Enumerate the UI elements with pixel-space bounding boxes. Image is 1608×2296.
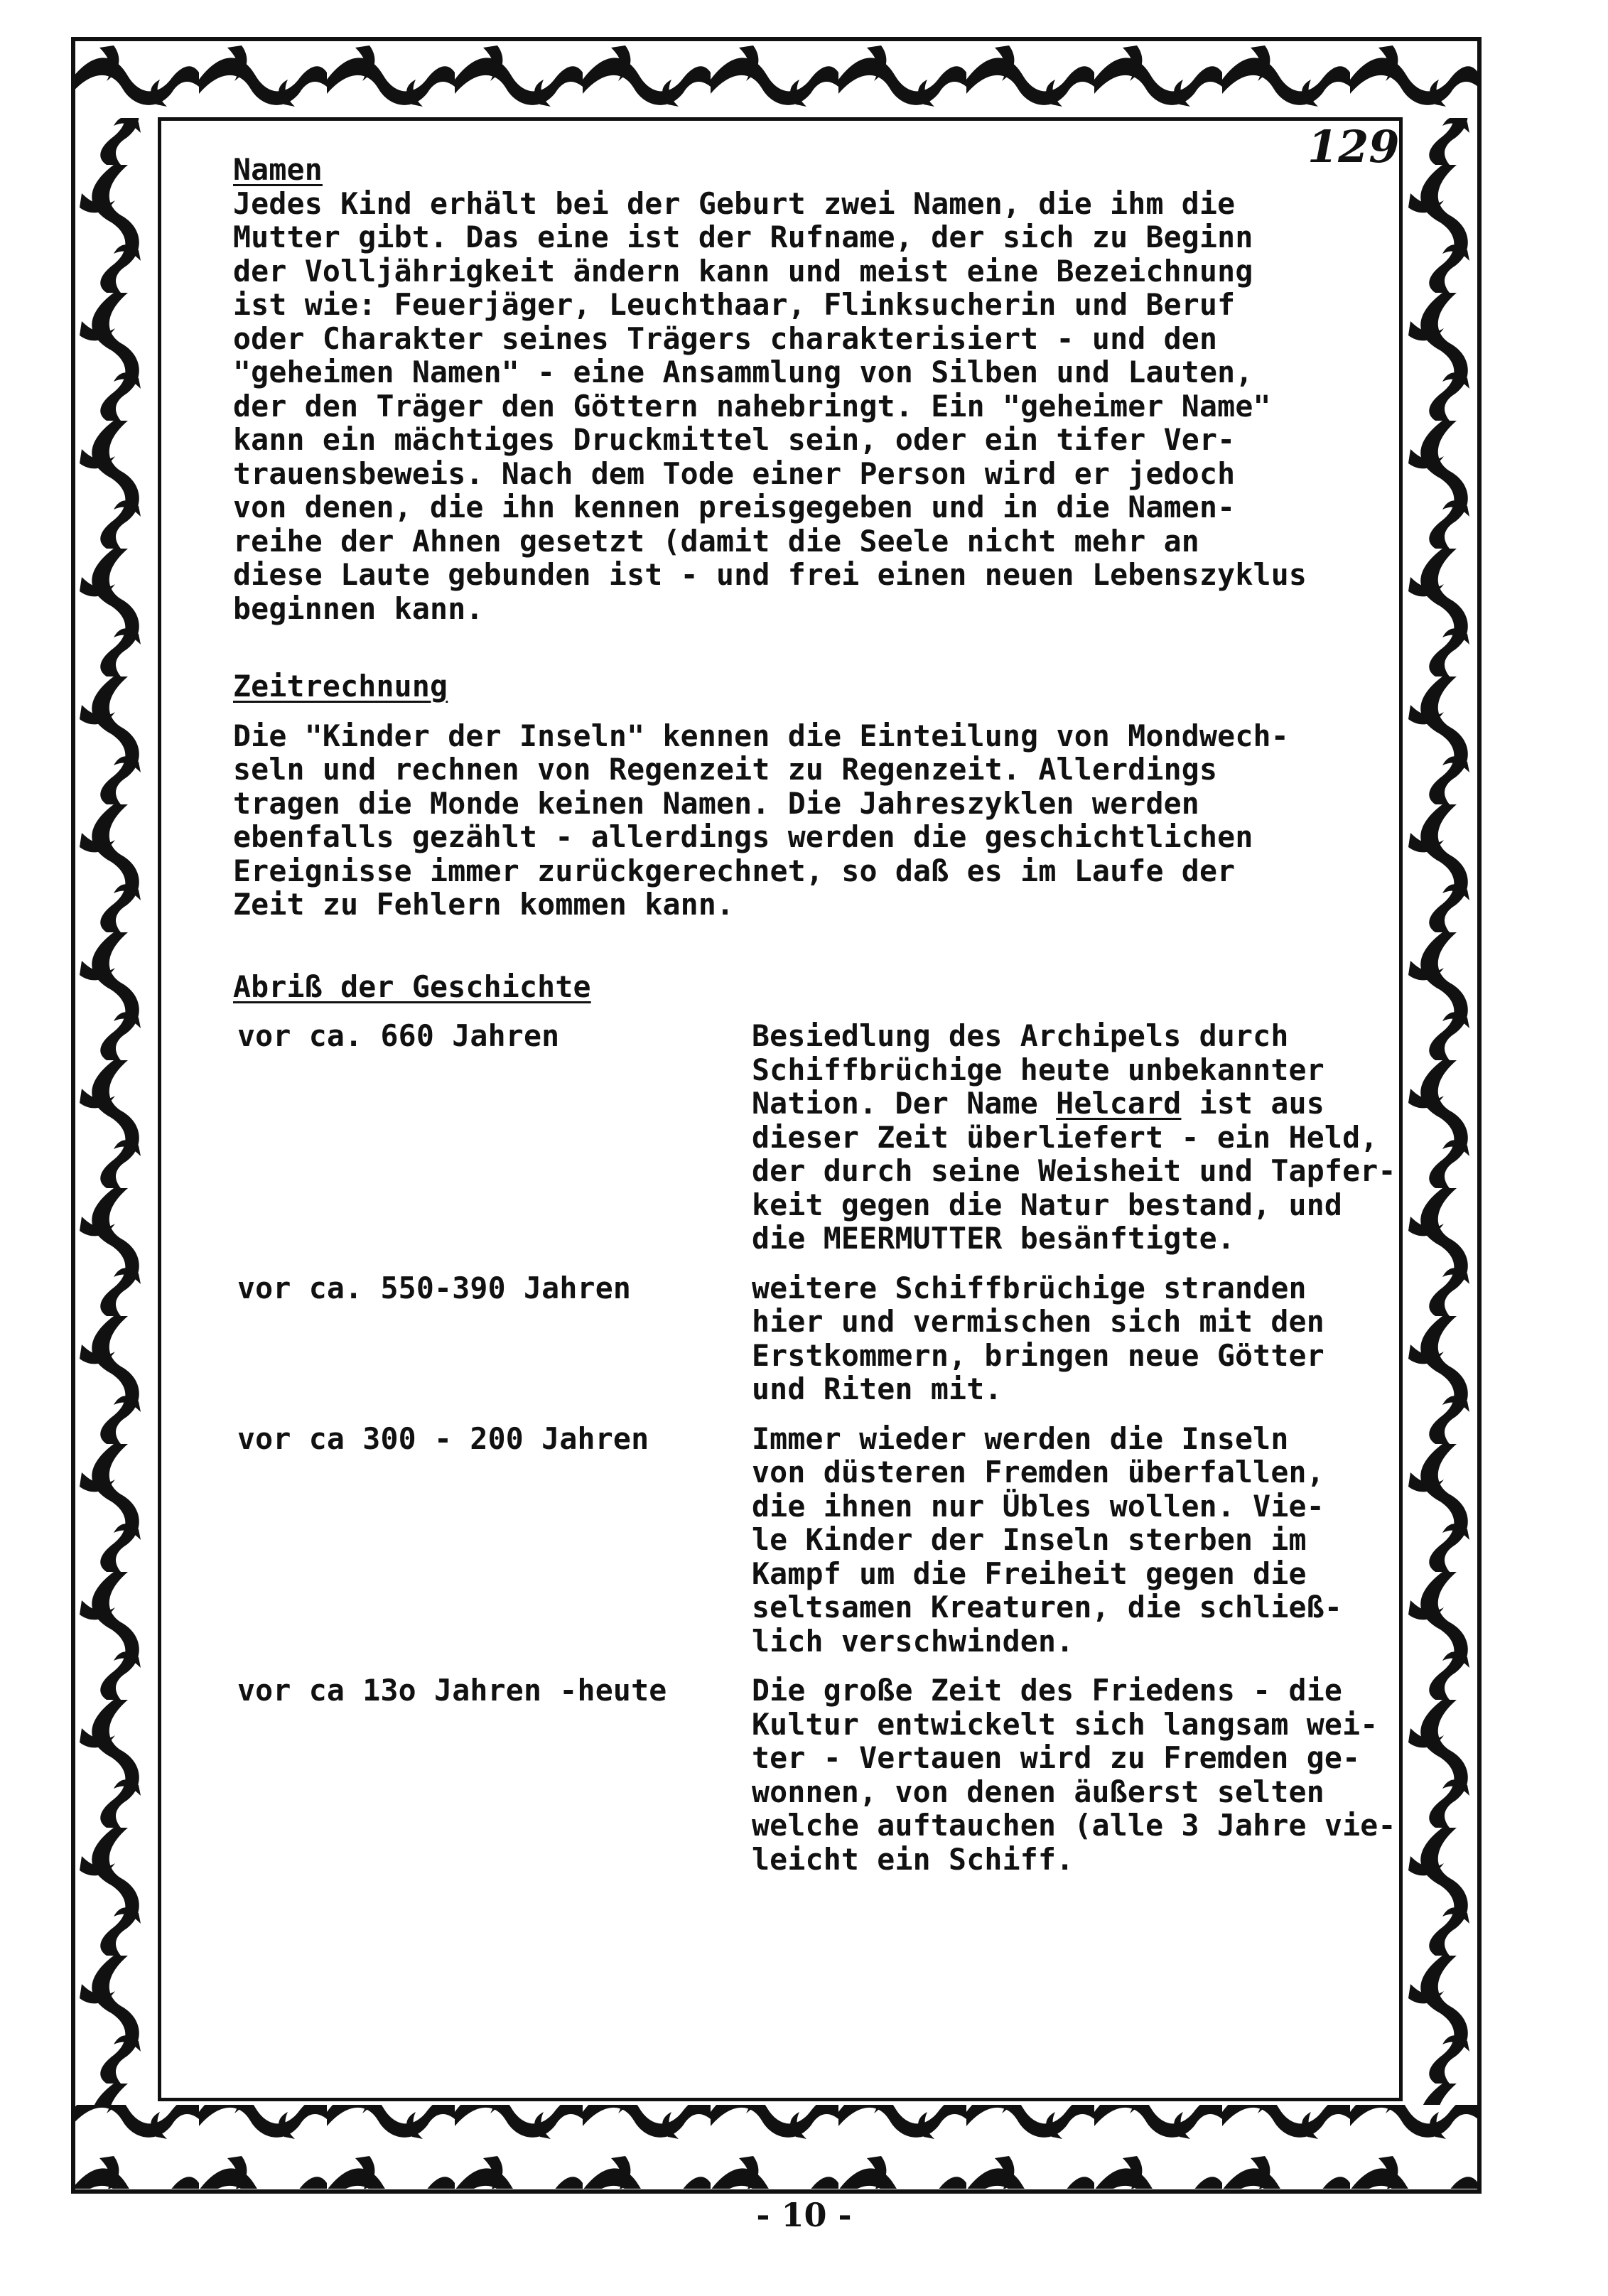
section-names (233, 153, 1427, 625)
paragraph-names: Jedes Kind erhält bei der Geburt zwei Namen, die ihm die Mutter gibt. Das eine ist der Rufname, der sich zu Beginn der Volljährigkeit ändern kann und meist eine Bezeichnung ist wie: Feuerjäger, Leuchthaar, Flinksucherin und Beruf oder Charakter seines Trägers charakterisiert - und den "geheimen Namen" - eine Ansammlung von Silben und Lauten, der den Träger den Göttern nahebringt. Ein "geheimer Name" kann ein mächtiges Druckmittel sein, oder ein tifer Ver- trauensbeweis. Nach dem Tode einer Person wird er jedoch von denen, die ihn kennen preisgegeben und in die Namen- reihe der Ahnen gesetzt (damit die Seele nicht mehr an diese Laute gebunden ist - und frei einen neuen Lebenszyklus beginnen kann. (233, 185, 1307, 626)
paragraph-time-reckoning: Die "Kinder der Inseln" kennen die Einteilung von Mondwech- seln und rechnen von Regenzeit zu Regenzeit. Allerdings tragen die Monde keinen Namen. Die Jahreszyklen werden ebenfalls gezählt - allerdings werden die geschichtlichen Ereignisse immer zurückgerechnet, so daß es im Laufe der Zeit zu Fehlern kommen kann. (233, 718, 1289, 922)
page-footer-number: - 10 - (756, 2196, 852, 2234)
heading-history: Abriß der Geschichte (233, 969, 591, 1004)
page-content (233, 153, 1427, 1876)
section-history (233, 970, 1427, 1877)
history-text-part: ist aus dieser Zeit überliefert - ein Held, der durch seine Weisheit und Tapfer- keit gegen die Natur bestand, und die MEERMUTTER besänftigte. (752, 1086, 1396, 1256)
handwritten-page-number: 129 (1307, 121, 1400, 173)
heading-time-reckoning: Zeitrechnung (233, 669, 448, 704)
history-text: weitere Schiffbrüchige stranden hier und vermischen sich mit den Erstkommern, bringen neue Götter und Riten mit. (752, 1270, 1324, 1406)
history-text-part: Besiedlung des Archipels durch Schiffbrüchige heute unbekannter Nation. Der Name (752, 1018, 1324, 1121)
history-text: Die große Zeit des Friedens - die Kultur entwickelt sich langsam wei- ter - Vertauen wird zu Fremden ge- wonnen, von denen äußerst selten welche auftauchen (alle 3 Jahre vie- leicht ein Schiff. (752, 1673, 1396, 1877)
history-entry (233, 1271, 1427, 1406)
history-highlight-name: Helcard (1056, 1086, 1182, 1121)
history-date: vor ca. 660 Jahren (237, 1018, 560, 1053)
history-date: vor ca 300 - 200 Jahren (237, 1421, 649, 1456)
history-text: Immer wieder werden die Inseln von düsteren Fremden überfallen, die ihnen nur Übles wollen. Vie- le Kinder der Inseln sterben im Kampf um die Freiheit gegen die seltsamen Kreaturen, die schließ- lich verschwinden. (752, 1421, 1343, 1659)
heading-names: Namen (233, 152, 323, 187)
history-date: vor ca. 550-390 Jahren (237, 1270, 632, 1305)
history-entry (233, 1422, 1427, 1659)
history-text (752, 1019, 1427, 1256)
history-entry (233, 1674, 1427, 1876)
history-entry (233, 1019, 1427, 1256)
section-time-reckoning (233, 669, 1427, 922)
history-date: vor ca 13o Jahren -heute (237, 1673, 667, 1708)
